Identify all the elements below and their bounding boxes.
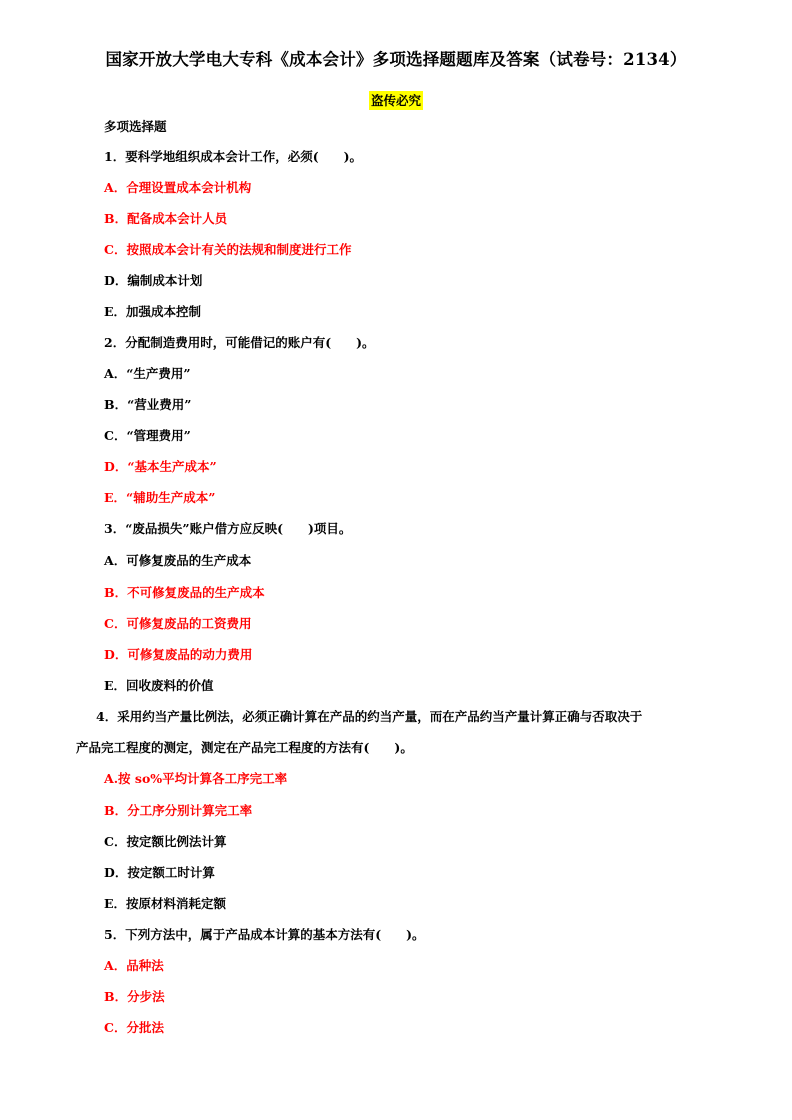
question-3-option-d: D．可修复废品的动力费用: [104, 647, 253, 662]
question-3-option-c: C．可修复废品的工资费用: [104, 616, 252, 631]
question-5-stem: 5．下列方法中，属于产品成本计算的基本方法有( )。: [104, 927, 425, 942]
question-4-option-e: E．按原材料消耗定额: [104, 896, 227, 911]
question-5-option-b: B．分步法: [104, 989, 165, 1004]
question-5-option-a: A．品种法: [104, 958, 164, 973]
question-4-option-c: C．按定额比例法计算: [104, 834, 227, 849]
question-3-option-b: B．不可修复废品的生产成本: [104, 585, 265, 600]
question-2-option-b: B．“营业费用”: [104, 397, 192, 412]
question-1-stem: 1．要科学地组织成本会计工作，必须( )。: [104, 149, 363, 164]
stamp-row: [0, 90, 792, 110]
question-2-option-d: D．“基本生产成本”: [104, 459, 217, 474]
question-1-option-c: C．按照成本会计有关的法规和制度进行工作: [104, 242, 352, 257]
question-2-option-e: E．“辅助生产成本”: [104, 490, 216, 505]
copyright-stamp: 盗传必究: [370, 93, 421, 108]
question-2-stem: 2．分配制造费用时，可能借记的账户有( )。: [104, 335, 375, 350]
question-4-stem-line-2: 产品完工程度的测定，测定在产品完工程度的方法有( )。: [76, 740, 413, 755]
question-5-option-c: C．分批法: [104, 1020, 164, 1035]
question-4-option-b: B．分工序分别计算完工率: [104, 803, 253, 818]
question-2-option-a: A．“生产费用”: [104, 366, 191, 381]
question-3-option-a: A．可修复废品的生产成本: [104, 553, 252, 568]
question-1-option-d: D．编制成本计划: [104, 273, 203, 288]
question-1-option-b: B．配备成本会计人员: [104, 211, 228, 226]
question-4-stem-line-1: 4．采用约当产量比例法，必须正确计算在产品的约当产量，而在产品约当产量计算正确与否取决于: [96, 709, 643, 724]
question-1-option-a: A．合理设置成本会计机构: [104, 180, 252, 195]
question-4-option-a: A.按 so%平均计算各工序完工率: [104, 771, 288, 786]
question-2-option-c: C．“管理费用”: [104, 428, 191, 443]
document-title: 国家开放大学电大专科《成本会计》多项选择题题库及答案（试卷号：2134）: [105, 50, 687, 69]
question-4-option-d: D．按定额工时计算: [104, 865, 215, 880]
question-3-stem: 3．“废品损失”账户借方应反映( )项目。: [104, 521, 352, 536]
question-1-option-e: E．加强成本控制: [104, 304, 202, 319]
question-3-option-e: E．回收废料的价值: [104, 678, 214, 693]
section-heading: 多项选择题: [104, 119, 167, 134]
